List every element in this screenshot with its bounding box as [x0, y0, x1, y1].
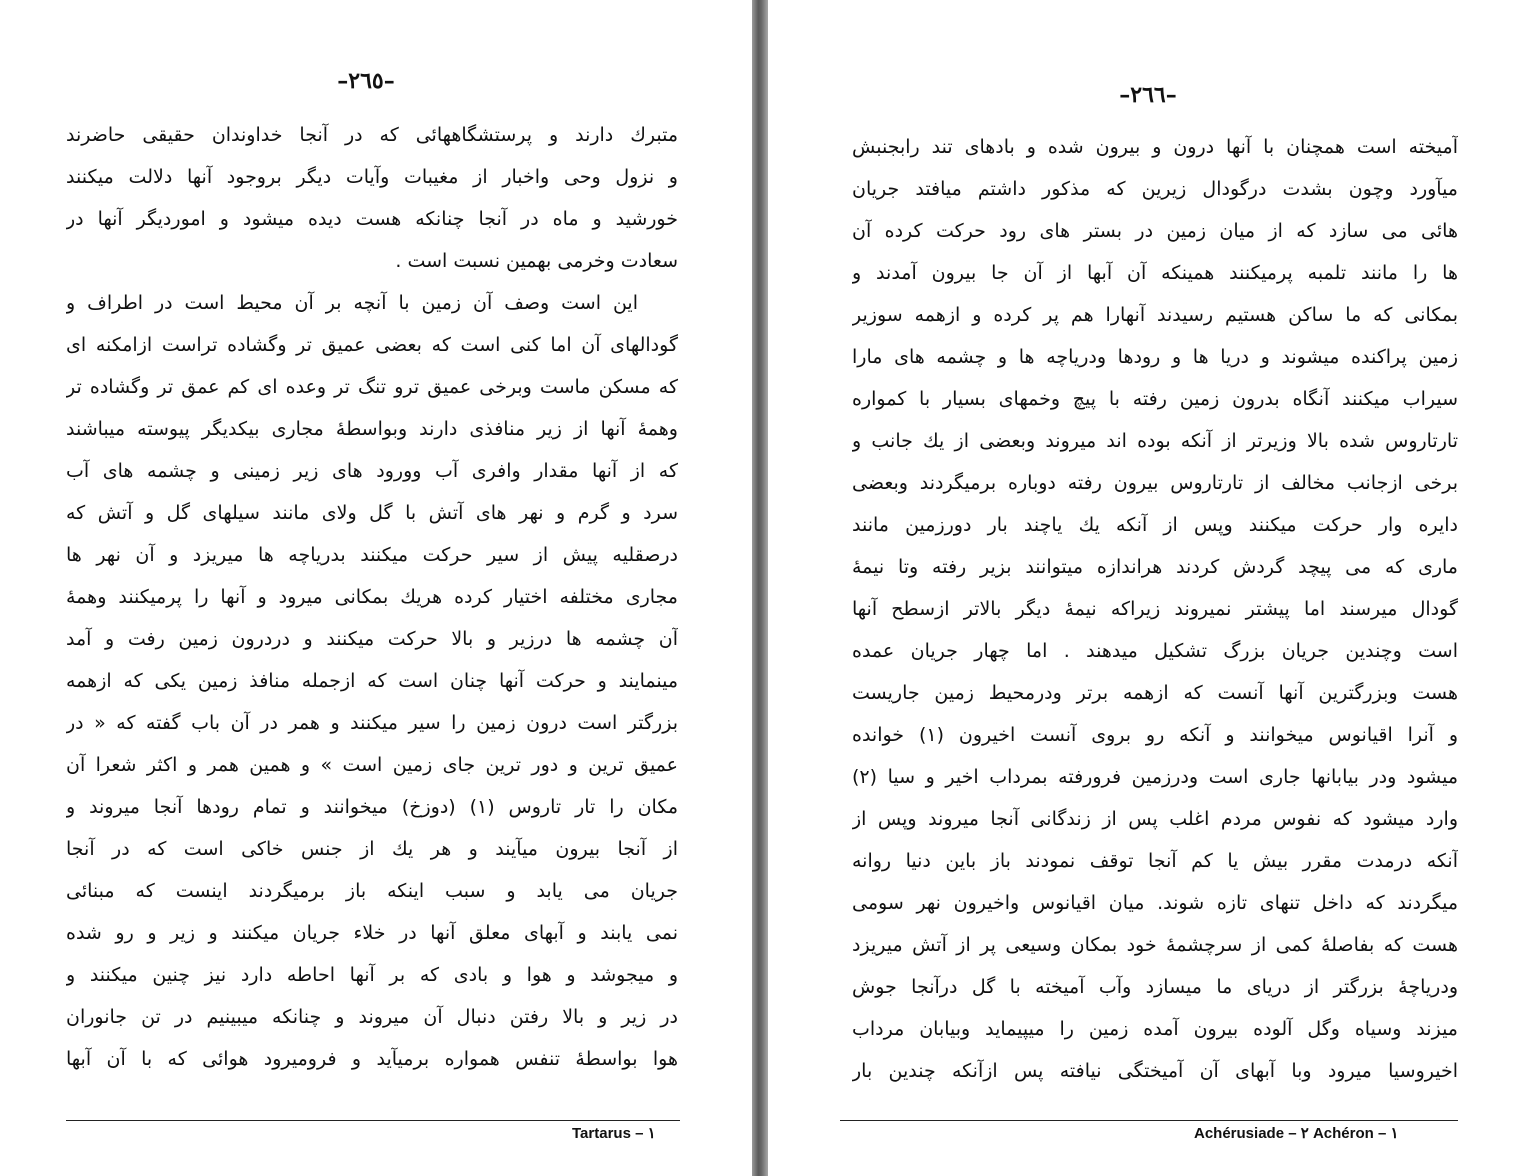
text-line: سیراب میکنند آنگاه بدرون زمین رفته با پیچ وخمهای بسیار با کمواره [852, 388, 1458, 410]
text-line: سرد و گرم و نهر های آتش با گل ولای مانند سیلهای گل و آتش که [66, 502, 678, 524]
text-line: متبرك دارند و پرستشگاههائی که در آنجا خداوندان حقیقی حاضرند [66, 124, 678, 146]
text-line: هائی می سازد که از میان زمین در بستر های رود حرکت کرده آن [852, 220, 1458, 242]
text-line: جریان می یابد و سبب اینکه باز برمیگردند اینست که مبنائی [66, 880, 678, 902]
text-line: گودال میرسند اما پیشتر نمیروند زیراکه نیمهٔ دیگر بالاتر ازسطح آنها [852, 598, 1458, 620]
text-line: ها را مانند تلمبه پرمیکنند همینکه آن آبها از آن جا بیرون آمدند و [852, 262, 1458, 284]
text-line: ماری که می پیچد گردش کردند هراندازه میتوانند بزیر رفته وتا نیمهٔ [852, 556, 1458, 578]
footnote-divider [66, 1120, 680, 1121]
text-line: هست که بفاصلهٔ کمی از سرچشمهٔ خود بمکان وسیعی پر از آتش میریزد [852, 934, 1458, 956]
text-line: که از آنها مقدار وافری آب وورود های زیر زمینی و چشمه های آب [66, 460, 678, 482]
page-number: –٢٦٦– [1119, 82, 1177, 108]
text-line: مینمایند و حرکت آنها چنان است که ازجمله منافذ زمین یکی که ازهمه [66, 670, 678, 692]
text-line: در زیر و بالا رفتن دنبال آن میروند و چنانکه میبینیم در تن جانوران [66, 1006, 678, 1028]
text-line: است وچندین جریان بزرگ تشکیل میدهند . اما چهار جریان عمده [852, 640, 1458, 662]
text-line: این است وصف آن زمین با آنچه بر آن محیط است در اطراف و [66, 292, 638, 314]
text-line: تارتاروس شده بالا وزیرتر از آنکه بوده اند میروند وبعضی از یك جانب و [852, 430, 1458, 452]
page-number: –٢٦٥– [337, 68, 395, 94]
text-line: از آنجا بیرون میآیند و هر یك از جنس خاکی است که در آنجا [66, 838, 678, 860]
left-page [0, 0, 752, 1176]
text-line: آنکه درمدت مقرر بیش یا کم آنجا توقف نمودند باز باین دنیا روانه [852, 850, 1458, 872]
text-line: درصقلیه پیش از سیر حرکت میکنند بدریاچه ها میریزد و آن نهر ها [66, 544, 678, 566]
text-line: مکان را تار تاروس (۱) (دوزخ) میخوانند و تمام رودها آنجا میروند و [66, 796, 678, 818]
footnote: Achérusiade – ۲ Achéron – ۱ [1194, 1125, 1399, 1142]
text-line: میآورد وچون بشدت درگودال زیرین که مذکور داشتم میافتد جریان [852, 178, 1458, 200]
text-line: زمین پراکنده میشوند و دریا ها و رودها ودریاچه ها و چشمه های مارا [852, 346, 1458, 368]
footnote: Tartarus – ۱ [572, 1125, 656, 1142]
text-line: وهمهٔ آنها از زیر منافذی دارند وبواسطهٔ مجاری بیکدیگر پیوسته میباشند [66, 418, 678, 440]
text-line: بزرگتر است درون زمین را سیر میکنند و همر در آن باب گفته که « در [66, 712, 678, 734]
text-line: گودالهای آن اما کنی است که بعضی عمیق تر وگشاده تراست ازامکنه ای [66, 334, 678, 356]
text-line: و نزول وحی واخبار از مغیبات وآیات دیگر بروجود آنها دلالت میکنند [66, 166, 678, 188]
text-line: ودریاچهٔ بزرگتر از دریای ما میسازد وآب آمیخته با گل درآنجا جوش [852, 976, 1458, 998]
text-line: هوا بواسطهٔ تنفس همواره برمیآید و فرومیرود هوائی که با آن آبها [66, 1048, 678, 1070]
text-line: آمیخته است همچنان با آنها درون و بیرون شده و بادهای تند رابجنبش [852, 136, 1458, 158]
body-text [852, 126, 1458, 1092]
text-line: وارد میشود که نفوس مردم اغلب پس از زندگانی آنجا میروند وپس از [852, 808, 1458, 830]
text-line: اخیروسیا میرود وبا آبهای آن آمیختگی نیافته پس ازآنکه چندین بار [852, 1060, 1458, 1082]
text-line: و آنرا اقیانوس میخوانند و آنکه رو بروی آنست اخیرون (۱) خوانده [852, 724, 1458, 746]
text-line: سعادت وخرمی بهمین نسبت است . [395, 250, 678, 272]
footnote-divider [840, 1120, 1458, 1121]
text-line: که مسکن ماست وبرخی عمیق ترو تنگ تر وعده ای کم عمق تر وگشاده تر [66, 376, 678, 398]
text-line: هست وبزرگترین آنها آنست که ازهمه برتر ودرمحیط زمین جاریست [852, 682, 1458, 704]
text-line: میگردند که داخل تنهای تازه شوند. میان اقیانوس واخیرون نهر سومی [852, 892, 1458, 914]
text-line: میشود ودر بیابانها جاری است ودرزمین فرورفته بمرداب اخیر و سیا (۲) [852, 766, 1458, 788]
text-line: دایره وار حرکت میکنند وپس از آنکه یك یاچند بار دورزمین مانند [852, 514, 1458, 536]
text-line: برخی ازجانب مخالف از تارتاروس بیرون رفته دوباره برمیگردند وبعضی [852, 472, 1458, 494]
right-page [768, 0, 1528, 1176]
text-line: و میجوشد و هوا و بادی که بر آنها احاطه دارد نیز چنین میکنند و [66, 964, 678, 986]
text-line: بمکانی که ما ساکن هستیم رسیدند آنهارا هم پر کرده و ازهمه سوزیر [852, 304, 1458, 326]
body-text [66, 114, 678, 1080]
text-line: آن چشمه ها درزیر و بالا حرکت میکنند و دردرون زمین رفت و آمد [66, 628, 678, 650]
text-line: میزند وسیاه وگل آلوده بیرون آمده زمین را میپیماید وبیابان مرداب [852, 1018, 1458, 1040]
book-gutter [752, 0, 768, 1176]
text-line: خورشید و ماه در آنجا چنانکه هست دیده میشود و اموردیگر آنها در [66, 208, 678, 230]
text-line: نمی یابند و آبهای معلق آنها در خلاء جریان میکنند و زیر و رو شده [66, 922, 678, 944]
text-line: مجاری مختلفه اختیار کرده هریك بمکانی میرود و آنها را پرمیکنند وهمهٔ [66, 586, 678, 608]
text-line: عمیق ترین و دور ترین جای زمین است » و همین همر و اکثر شعرا آن [66, 754, 678, 776]
